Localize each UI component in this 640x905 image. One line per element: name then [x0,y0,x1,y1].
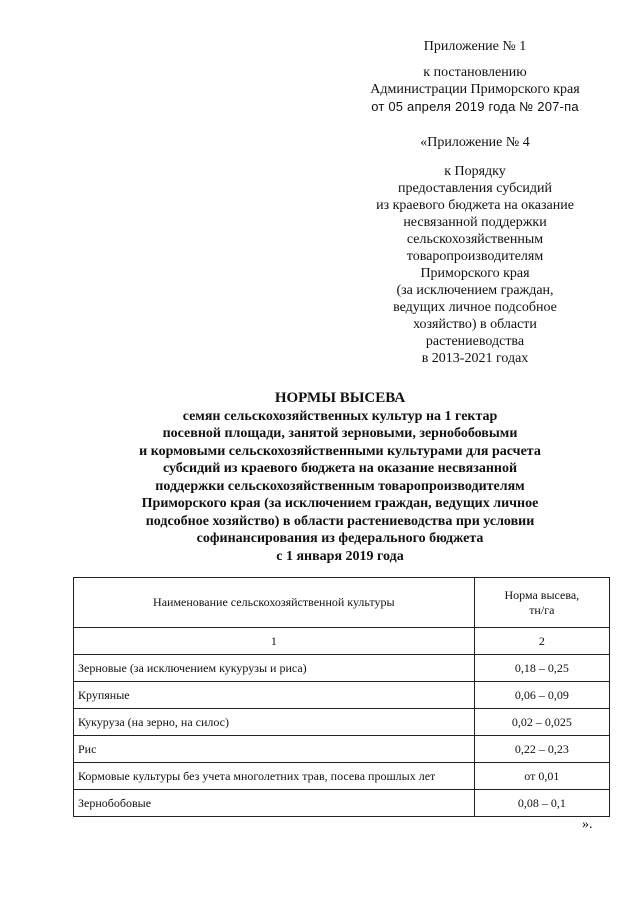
appendix-4-number: «Приложение № 4 [420,135,530,150]
crop-name: Зернобобовые [74,790,475,817]
title-line: и кормовыми сельскохозяйственными культурами для расчета [139,443,541,459]
appendix-administration: Администрации Приморского края [370,82,580,97]
appendix-block-1 [350,38,600,115]
appendix-4-line: несвязанной поддержки [403,215,547,230]
title-line: поддержки сельскохозяйственным товаропроизводителям [155,478,525,494]
seeding-norm: 0,06 – 0,09 [474,682,609,709]
title-line: софинансирования из федерального бюджета [196,531,484,546]
table-row [74,736,610,763]
appendix-block-2 [350,134,600,367]
table-row [74,709,610,736]
title-line: с 1 января 2019 года [276,548,404,564]
seeding-norm: 0,18 – 0,25 [474,655,609,682]
column-number: 1 [74,628,475,655]
seeding-norm: от 0,01 [474,763,609,790]
title-line: посевной площади, занятой зерновыми, зернобобовыми [162,426,518,441]
appendix-4-line: предоставления субсидий [397,181,553,196]
header-norm-unit: тн/га [529,602,555,617]
appendix-4-line: из краевого бюджета на оказание [376,198,574,213]
appendix-4-line: ведущих личное подсобное [393,300,557,315]
appendix-4-line: Приморского края [420,266,530,281]
table-row [74,682,610,709]
seeding-norm: 0,22 – 0,23 [474,736,609,763]
title-line: подсобное хозяйство) в области растениеводства при условии [145,513,535,529]
appendix-4-line: товаропроизводителям [406,249,544,264]
title-line: субсидий из краевого бюджета на оказание несвязанной [162,461,518,476]
seeding-norm: 0,08 – 0,1 [474,790,609,817]
appendix-4-line: к Порядку [444,164,506,179]
crop-name: Кукуруза (на зерно, на силос) [74,709,475,736]
table-row [74,790,610,817]
appendix-resolution-date: от 05 апреля 2019 года № 207-па [371,99,579,114]
title-line: семян сельскохозяйственных культур на 1 гектар [182,408,498,424]
table-header-row [74,578,610,628]
column-number-row [74,628,610,655]
appendix-4-line: в 2013-2021 годах [421,351,529,366]
document-title [60,390,620,565]
title-heading: НОРМЫ ВЫСЕВА [274,390,406,406]
appendix-4-line: сельскохозяйственным [406,232,544,247]
seeding-norm: 0,02 – 0,025 [474,709,609,736]
crop-name: Рис [74,736,475,763]
column-number: 2 [474,628,609,655]
appendix-to-resolution: к постановлению [423,65,527,80]
appendix-4-line: хозяйство) в области [413,317,537,332]
table-row [74,763,610,790]
crop-name: Крупяные [74,682,475,709]
appendix-4-line: (за исключением граждан, [396,283,554,298]
seeding-norms-table [73,577,610,817]
crop-name: Кормовые культуры без учета многолетних трав, посева прошлых лет [74,763,475,790]
appendix-number: Приложение № 1 [423,39,527,54]
title-line: Приморского края (за исключением граждан, ведущих личное [141,496,539,511]
closing-quote: ». [582,817,593,832]
table-row [74,655,610,682]
crop-name: Зерновые (за исключением кукурузы и риса) [74,655,475,682]
header-norm-line1: Норма высева, [504,587,580,602]
header-crop-name: Наименование сельскохозяйственной культуры [74,578,475,628]
appendix-4-line: растениеводства [425,334,525,349]
header-seeding-norm [474,578,609,628]
